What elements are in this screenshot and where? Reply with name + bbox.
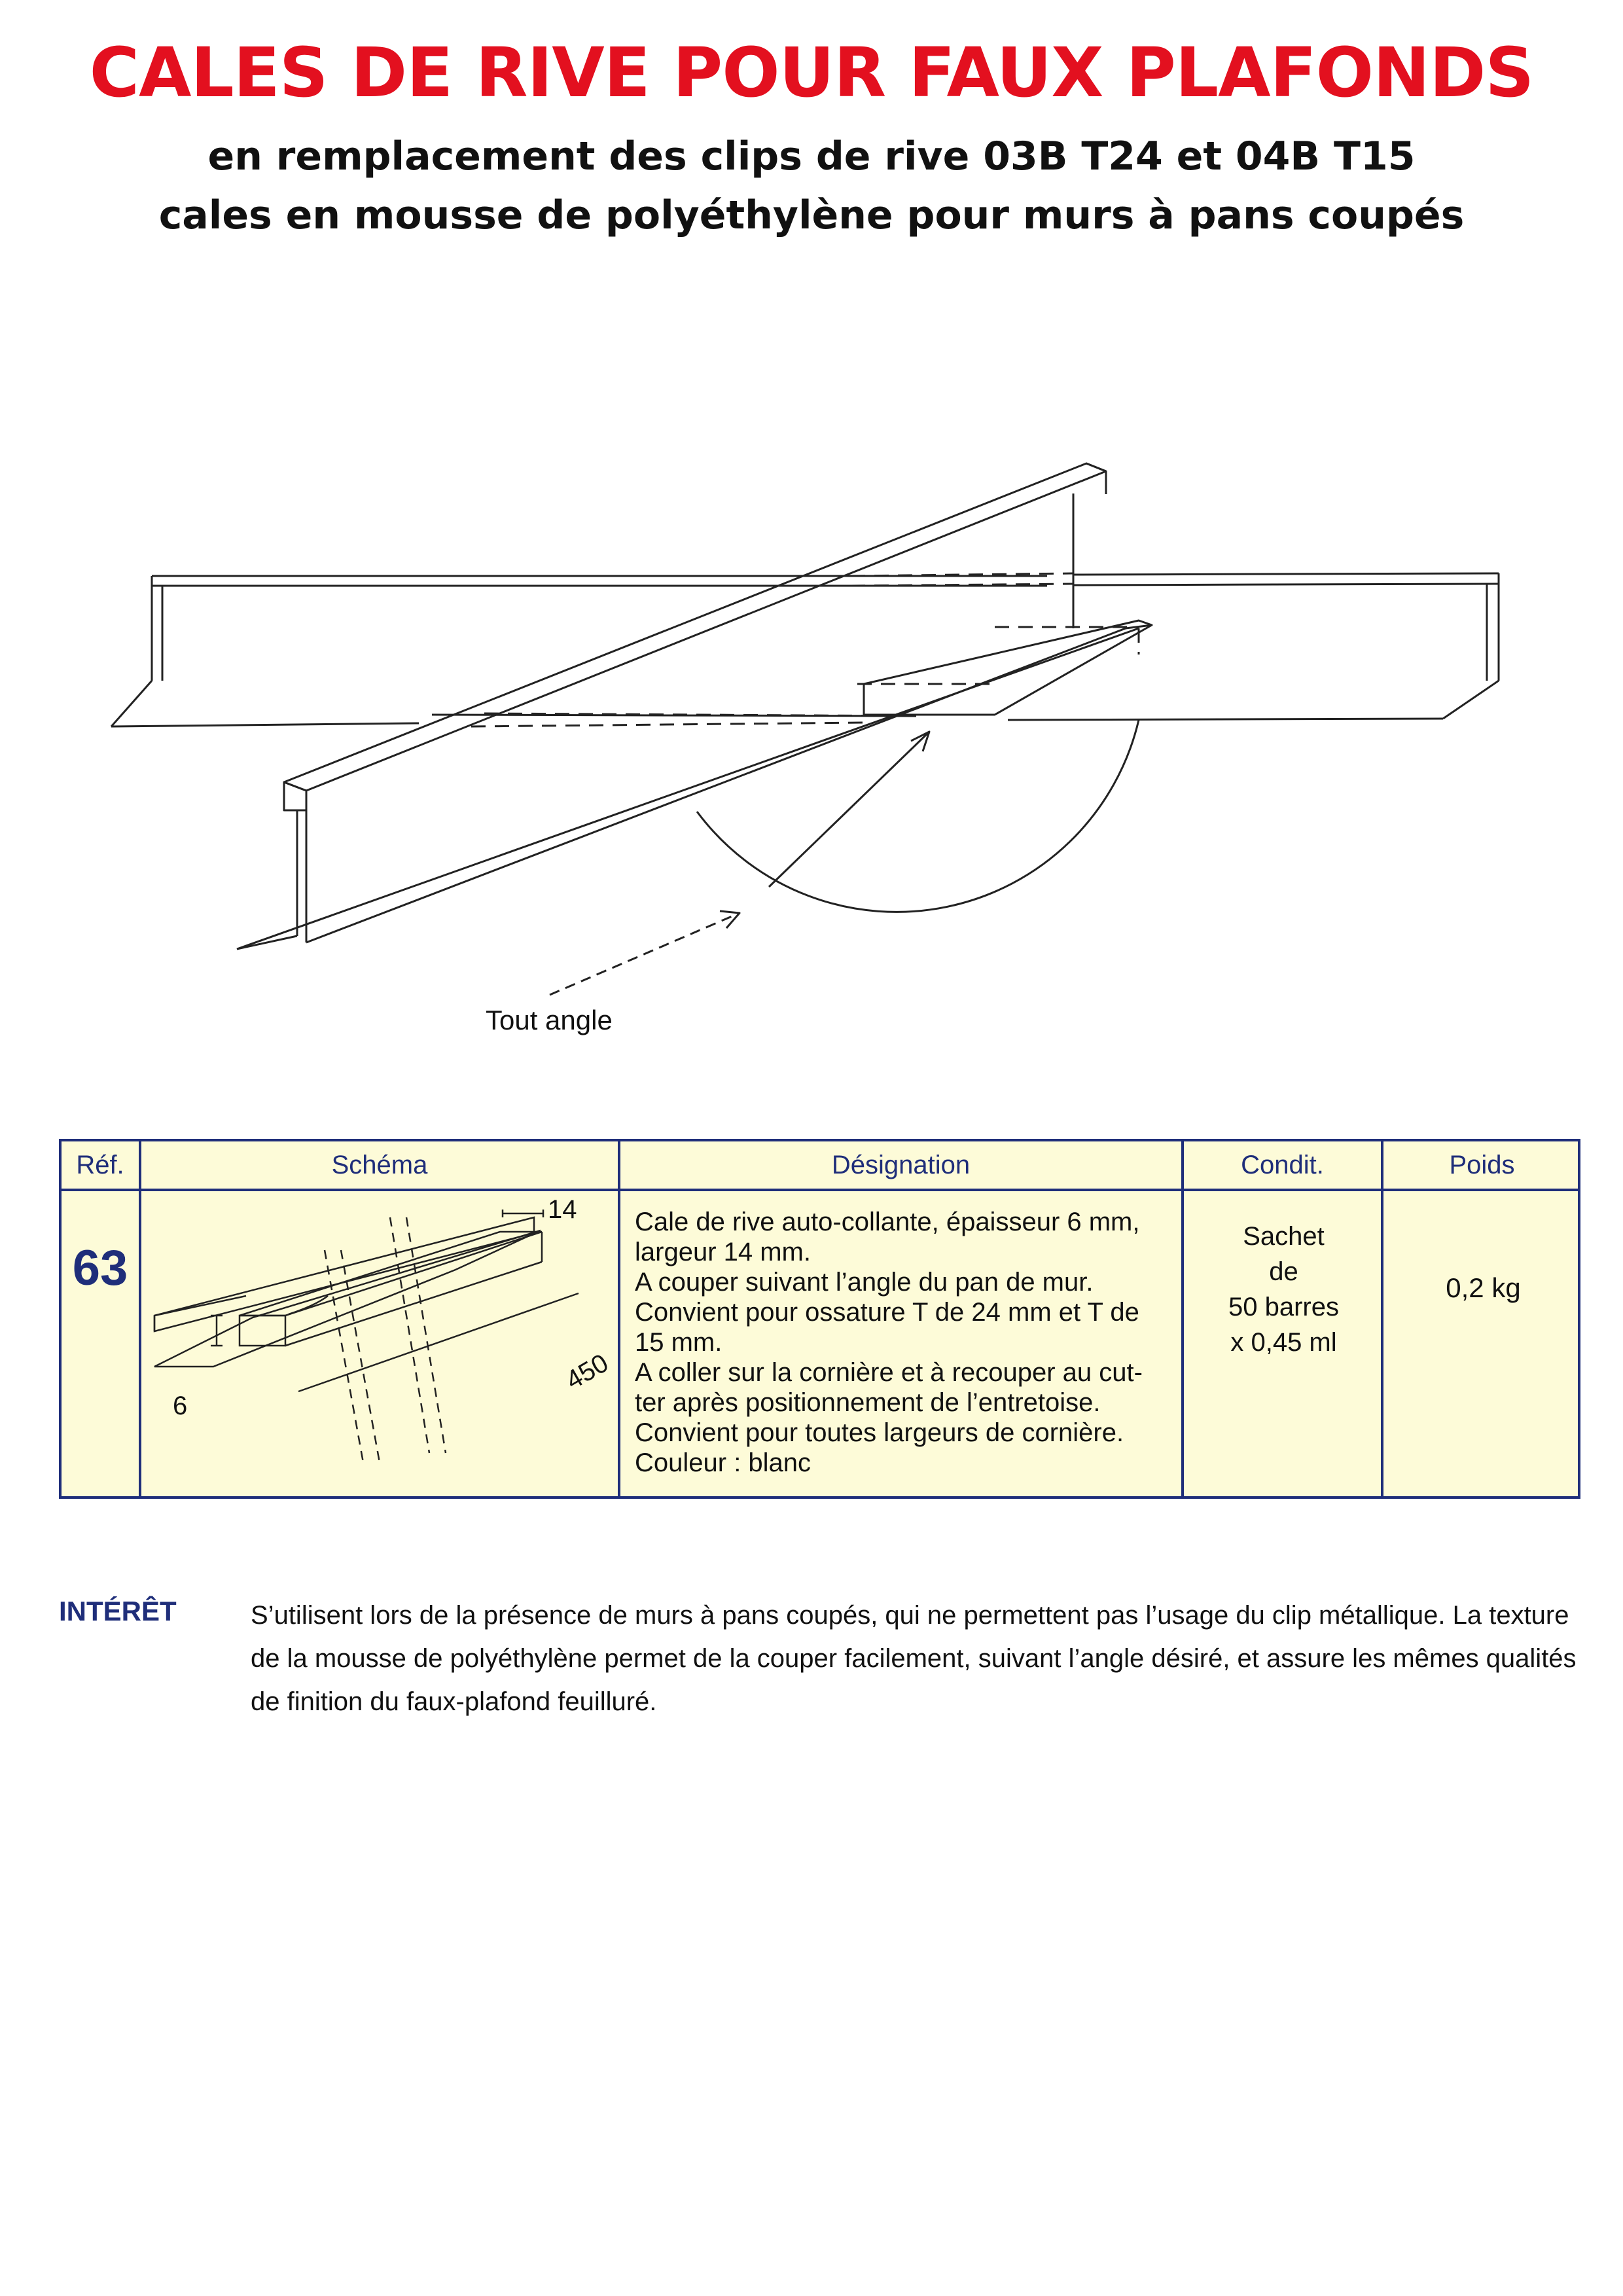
product-table: [59, 1139, 1580, 1499]
product-designation: [635, 1207, 1224, 1478]
interet-label: INTÉRÊT: [59, 1596, 177, 1626]
page-subtitle-line-1: en remplacement des clips de rive 03B T24 et 04B T15: [207, 134, 1416, 179]
column-divider: [618, 1141, 620, 1496]
designation-line: Convient pour toutes largeurs de cornière.: [635, 1418, 1124, 1447]
header-schema: Schéma: [331, 1151, 428, 1179]
product-schema: [141, 1191, 618, 1499]
angle-caption: Tout angle: [486, 1005, 613, 1035]
t-runner-profile: [237, 463, 1152, 949]
product-ref: 63: [72, 1240, 128, 1296]
header-designation: Désignation: [831, 1151, 971, 1179]
schema-dim-width: 14: [548, 1195, 577, 1224]
ceiling-grid-illustration: [0, 0, 1623, 1113]
header-condit: Condit.: [1241, 1151, 1324, 1179]
angle-indicator: [550, 720, 1139, 995]
packaging-line: x 0,45 ml: [1230, 1328, 1337, 1357]
header-ref: Réf.: [76, 1151, 124, 1179]
designation-line: ter après positionnement de l’entretoise.: [635, 1388, 1101, 1417]
designation-line: Cale de rive auto-collante, épaisseur 6 mm,: [635, 1208, 1140, 1236]
page-title: CALES DE RIVE POUR FAUX PLAFONDS: [89, 33, 1534, 113]
header-poids: Poids: [1449, 1151, 1515, 1179]
wall-angle-profile: [111, 573, 1499, 726]
packaging-line: Sachet: [1243, 1222, 1325, 1251]
schema-dim-thickness: 6: [173, 1391, 188, 1420]
designation-line: Convient pour ossature T de 24 mm et T de: [635, 1298, 1139, 1327]
designation-line: Couleur : blanc: [635, 1448, 812, 1477]
designation-line: largeur 14 mm.: [635, 1238, 811, 1266]
packaging-line: 50 barres: [1228, 1293, 1339, 1321]
designation-line: A couper suivant l’angle du pan de mur.: [635, 1268, 1094, 1297]
designation-line: A coller sur la cornière et à recouper au cut-: [635, 1358, 1143, 1387]
designation-line: 15 mm.: [635, 1328, 722, 1357]
page-subtitle-line-2: cales en mousse de polyéthylène pour murs à pans coupés: [158, 192, 1465, 238]
hidden-edges: [471, 573, 1139, 726]
product-packaging: [1184, 1219, 1383, 1360]
interet-text: S’utilisent lors de la présence de murs à pans coupés, qui ne permettent pas l’usage du clip métallique. La texture de la mousse de polyéthylène permet de la couper facilement, suivant l’angle désiré, et assure les mêmes qualités de finition du faux-plafond feuilluré.: [251, 1601, 1577, 1716]
schema-dim-length: 450: [561, 1348, 614, 1395]
packaging-line: de: [1269, 1257, 1298, 1286]
product-weight: 0,2 kg: [1446, 1272, 1521, 1303]
